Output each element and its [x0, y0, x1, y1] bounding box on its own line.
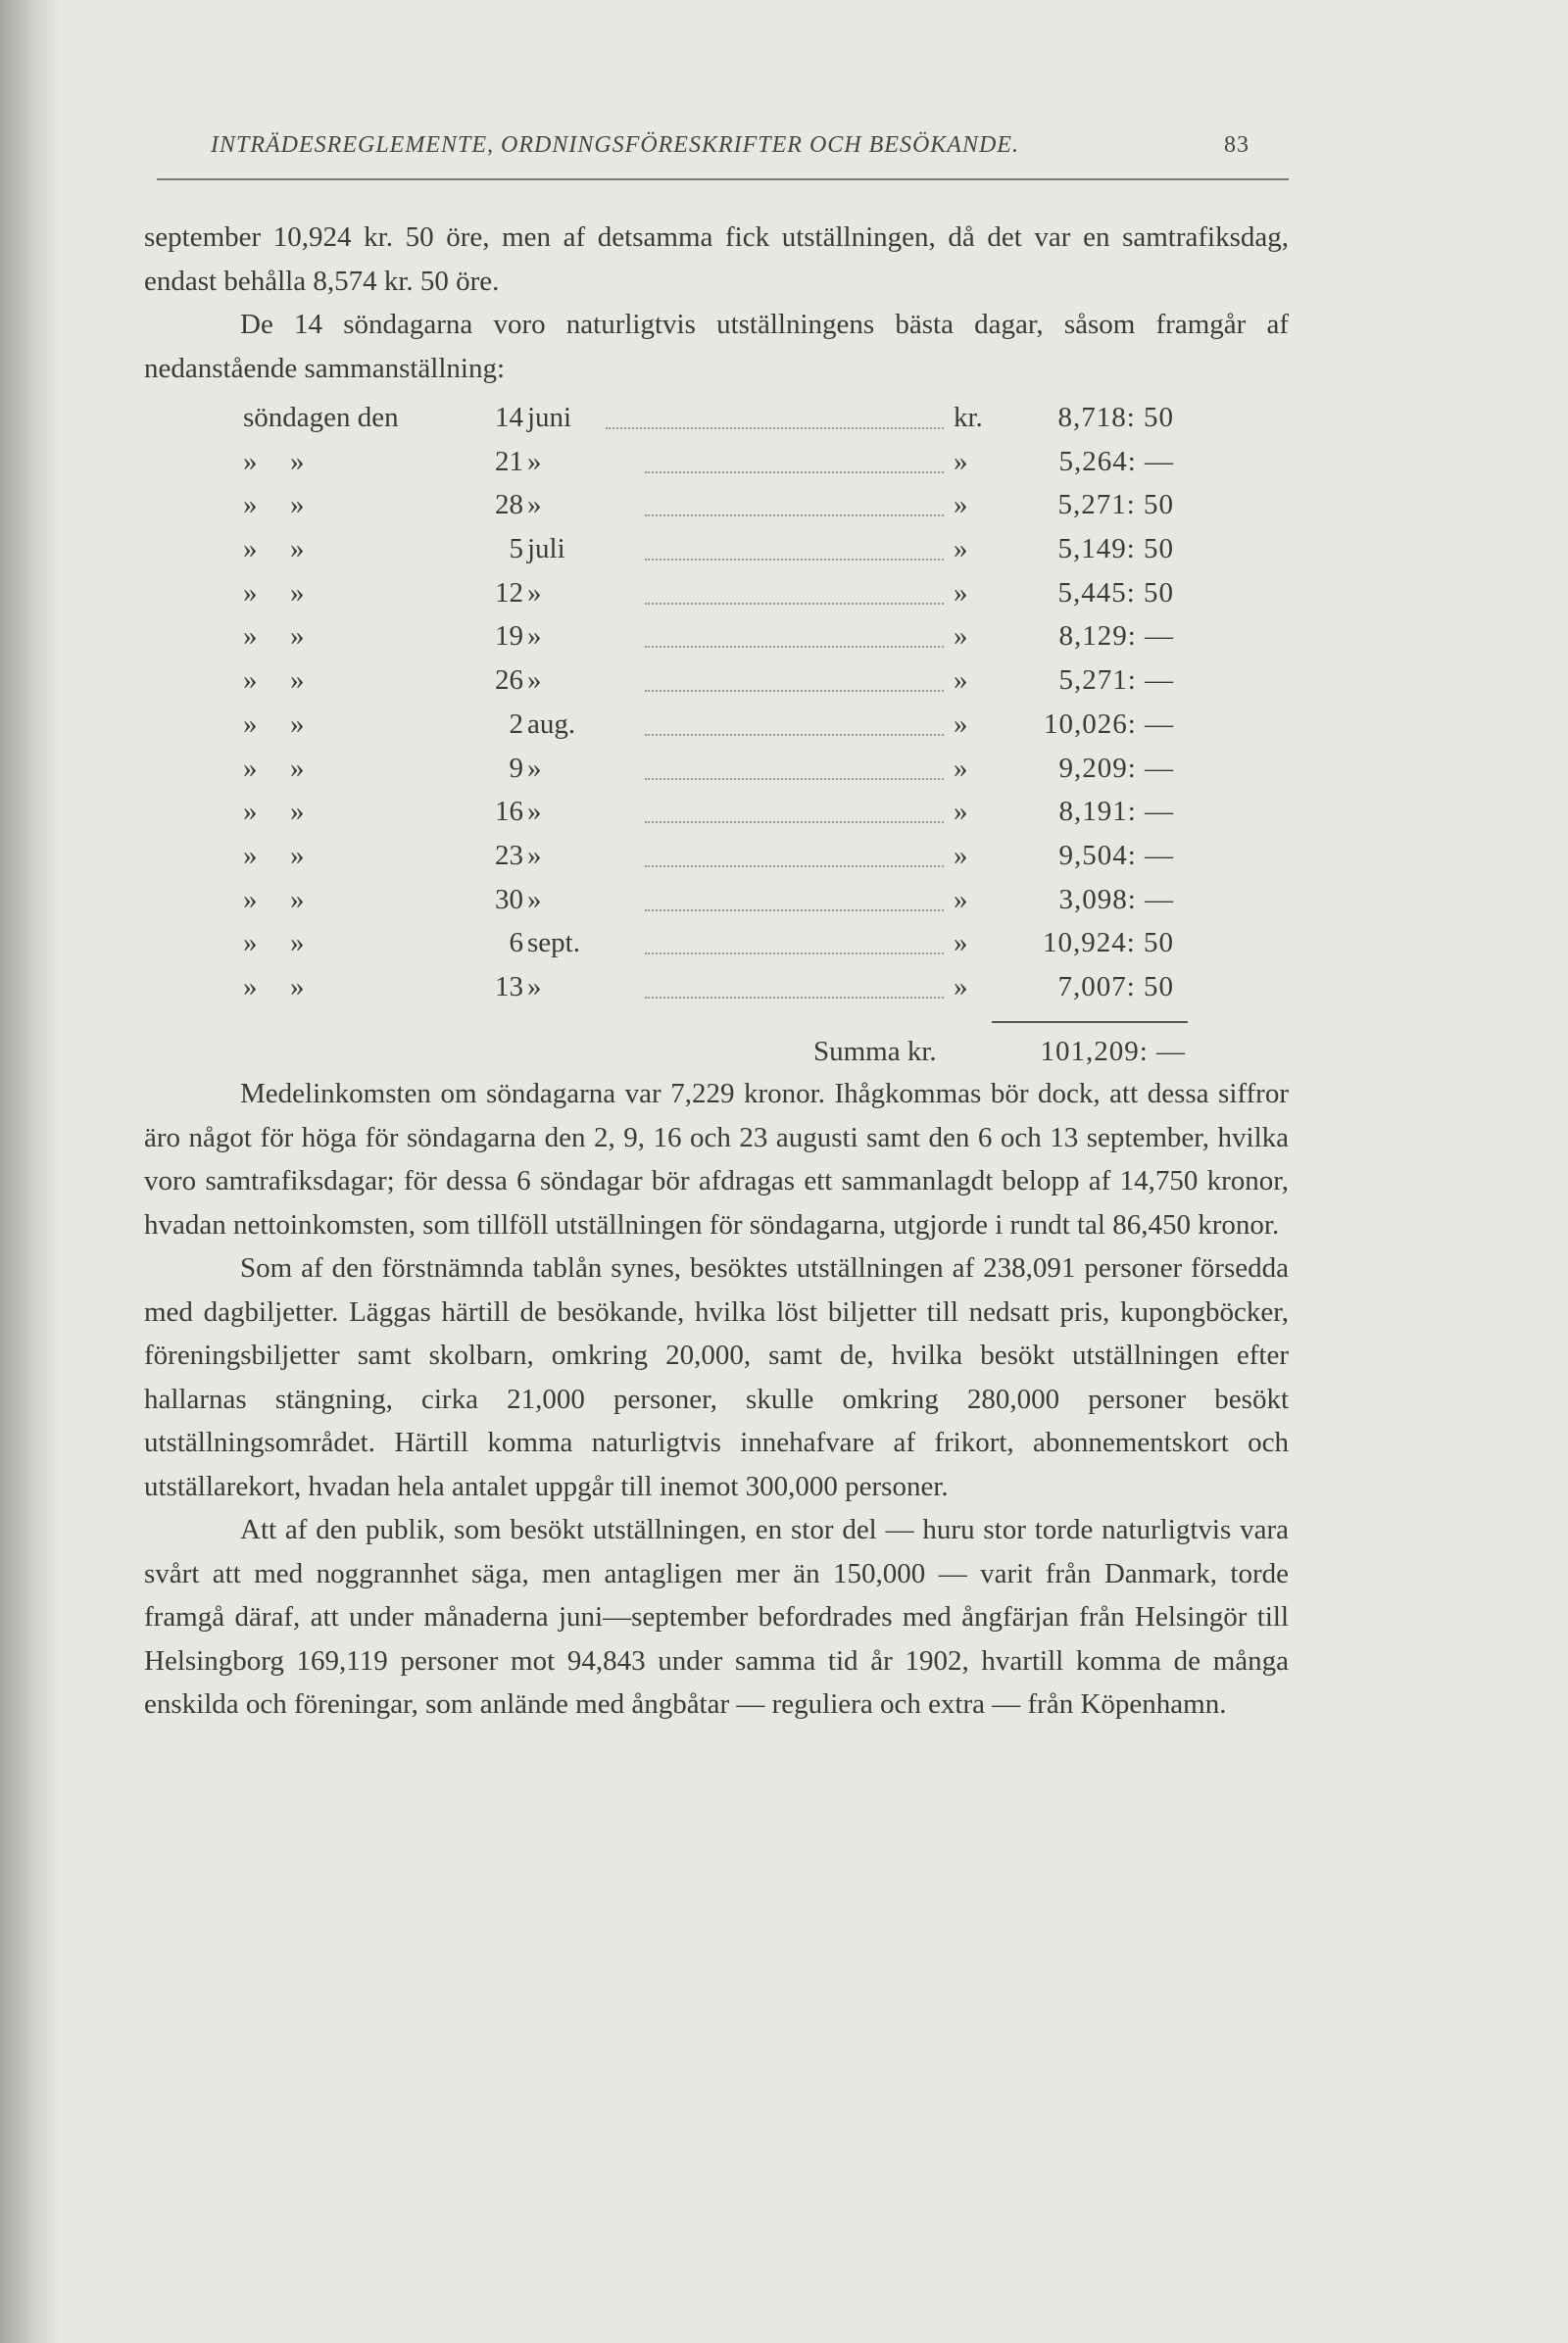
- row-label-1: söndagen den: [243, 402, 399, 433]
- dot-leader: [645, 690, 944, 692]
- dot-leader: [645, 514, 944, 516]
- row-day: 26: [495, 664, 523, 697]
- row-label-2: »: [290, 796, 305, 828]
- row-month: »: [527, 752, 542, 784]
- dot-leader: [645, 734, 944, 736]
- running-header: [211, 132, 1250, 159]
- running-title: INTRÄDESREGLEMENTE, ORDNINGSFÖRESKRIFTER OCH BESÖKANDE.: [211, 132, 1019, 158]
- row-month: »: [527, 620, 542, 653]
- row-value: 9,209: —: [1058, 752, 1174, 784]
- dot-leader: [645, 821, 944, 823]
- row-label-1: »: [243, 445, 258, 477]
- row-value: 5,149: 50: [1057, 533, 1174, 565]
- paragraph-average-income: Medelinkomsten om söndagarna var 7,229 kronor. Ihågkommas bör dock, att dessa siffror äro något för höga för söndagarna den 2, 9, 16 och 23 augusti samt den 6 och 13 september, hvilka voro samtrafiksdagar; för dessa 6 söndagar bör afdragas ett sammanlagdt belopp af 14,750 kronor, hvadan nettoinkomsten, som tillföll utställningen för söndagarna, utgjorde i rundt tal 86,450 kronor.: [144, 1078, 1289, 1241]
- row-label-1: »: [243, 620, 258, 653]
- row-month: »: [527, 489, 542, 521]
- row-day: 9: [509, 752, 523, 784]
- table-row: [243, 796, 1184, 840]
- table-row: [243, 402, 1184, 446]
- table-row: [243, 489, 1184, 533]
- row-value: 9,504: —: [1058, 839, 1174, 871]
- row-month: »: [527, 796, 542, 828]
- body-text: [144, 1072, 1289, 1727]
- row-currency: »: [954, 576, 968, 609]
- table-row: [243, 664, 1184, 708]
- row-label-2: »: [290, 533, 305, 565]
- intro-paragraph-1: september 10,924 kr. 50 öre, men af detsamma fick utställningen, då det var en samtrafiksdag, endast behålla 8,574 kr. 50 öre.: [144, 221, 1289, 297]
- row-value: 5,271: —: [1058, 664, 1174, 697]
- row-month: juli: [527, 533, 565, 565]
- dot-leader: [645, 997, 944, 999]
- row-day: 6: [509, 927, 523, 959]
- intro-text: [144, 216, 1289, 390]
- row-label-1: »: [243, 927, 258, 959]
- paragraph-danish-public: Att af den publik, som besökt utställningen, en stor del — huru stor torde naturligtvis vara svårt att med noggrannhet säga, men antagligen mer än 150,000 — varit från Danmark, torde framgå däraf, att under månaderna juni—september befordrades med ångfärjan från Helsingör till Helsingborg 169,119 personer mot 94,843 under samma tid år 1902, hvartill komma de många enskilda och föreningar, som anlände med ångbåtar — reguliera och extra — från Köpenhamn.: [144, 1514, 1289, 1720]
- dot-leader: [645, 603, 944, 605]
- header-rule: [157, 178, 1289, 180]
- row-label-2: »: [290, 927, 305, 959]
- dot-leader: [645, 646, 944, 648]
- row-currency: »: [954, 489, 968, 521]
- row-label-1: »: [243, 839, 258, 871]
- sum-label: Summa kr.: [813, 1036, 937, 1067]
- sum-rule: [992, 1021, 1188, 1023]
- row-currency: »: [954, 839, 968, 871]
- row-label-2: »: [290, 489, 305, 521]
- row-label-2: »: [290, 839, 305, 871]
- row-label-2: »: [290, 970, 305, 1002]
- dot-leader: [645, 778, 944, 780]
- table-row: [243, 840, 1184, 884]
- row-day: 30: [495, 883, 523, 915]
- row-value: 8,191: —: [1058, 796, 1174, 828]
- sunday-income-table: [243, 402, 1184, 1015]
- row-label-1: »: [243, 708, 258, 740]
- row-currency: »: [954, 927, 968, 959]
- row-month: »: [527, 445, 542, 477]
- table-row: [243, 533, 1184, 577]
- page-number: 83: [1224, 132, 1250, 158]
- row-month: sept.: [527, 927, 580, 959]
- row-currency: »: [954, 445, 968, 477]
- row-label-1: »: [243, 664, 258, 697]
- row-currency: »: [954, 883, 968, 915]
- row-month: aug.: [527, 708, 576, 740]
- row-label-2: »: [290, 708, 305, 740]
- dot-leader: [645, 909, 944, 911]
- table-row: [243, 577, 1184, 621]
- row-label-2: »: [290, 752, 305, 784]
- sum-value: 101,209: —: [1040, 1036, 1186, 1067]
- row-currency: »: [954, 970, 968, 1002]
- row-month: »: [527, 970, 542, 1002]
- row-value: 5,264: —: [1058, 445, 1174, 477]
- row-label-1: »: [243, 576, 258, 609]
- row-value: 8,129: —: [1058, 620, 1174, 653]
- row-label-2: »: [290, 883, 305, 915]
- row-value: 5,445: 50: [1057, 576, 1174, 609]
- intro-paragraph-2: De 14 söndagarna voro naturligtvis utställningens bästa dagar, såsom framgår af nedanstående sammanställning:: [144, 309, 1289, 384]
- row-value: 3,098: —: [1058, 883, 1174, 915]
- row-day: 23: [495, 839, 523, 871]
- row-day: 2: [509, 708, 523, 740]
- row-day: 19: [495, 620, 523, 653]
- row-day: 16: [495, 796, 523, 828]
- row-day: 28: [495, 489, 523, 521]
- row-label-2: »: [290, 445, 305, 477]
- row-day: 13: [495, 970, 523, 1002]
- row-label-1: »: [243, 796, 258, 828]
- row-value: 5,271: 50: [1057, 489, 1174, 521]
- table-row: [243, 884, 1184, 928]
- row-currency: »: [954, 664, 968, 697]
- row-label-1: »: [243, 533, 258, 565]
- row-currency: »: [954, 533, 968, 565]
- dot-leader: [645, 865, 944, 867]
- row-day: 14: [495, 402, 523, 433]
- dot-leader: [645, 471, 944, 473]
- dot-leader: [645, 952, 944, 954]
- table-row: [243, 971, 1184, 1015]
- row-label-1: »: [243, 970, 258, 1002]
- row-currency: »: [954, 752, 968, 784]
- row-value: 10,026: —: [1043, 708, 1174, 740]
- row-day: 21: [495, 445, 523, 477]
- row-value: 10,924: 50: [1042, 927, 1174, 959]
- row-value: 7,007: 50: [1057, 970, 1174, 1002]
- row-currency: »: [954, 708, 968, 740]
- row-label-1: »: [243, 752, 258, 784]
- row-label-2: »: [290, 620, 305, 653]
- table-row: [243, 446, 1184, 490]
- row-month: »: [527, 883, 542, 915]
- row-label-1: »: [243, 489, 258, 521]
- row-day: 5: [509, 533, 523, 565]
- row-label-2: »: [290, 664, 305, 697]
- row-label-1: »: [243, 883, 258, 915]
- table-row: [243, 753, 1184, 797]
- dot-leader: [645, 559, 944, 561]
- row-currency: »: [954, 796, 968, 828]
- paragraph-visitors: Som af den förstnämnda tablån synes, besöktes utställningen af 238,091 personer försedda med dagbiljetter. Läggas härtill de besökande, hvilka löst biljetter till nedsatt pris, kupongböcker, föreningsbiljetter samt skolbarn, omkring 20,000, samt de, hvilka besökt utställningen efter hallarnas stängning, cirka 21,000 personer, skulle omkring 280,000 personer besökt utställningsområdet. Härtill komma naturligtvis innehafvare af frikort, abonnementskort och utställarekort, hvadan hela antalet uppgår till inemot 300,000 personer.: [144, 1252, 1289, 1502]
- table-row: [243, 620, 1184, 664]
- row-month: »: [527, 839, 542, 871]
- row-day: 12: [495, 576, 523, 609]
- dot-leader: [606, 427, 944, 429]
- row-month: juni: [527, 402, 572, 433]
- row-month: »: [527, 576, 542, 609]
- row-month: »: [527, 664, 542, 697]
- row-currency: »: [954, 620, 968, 653]
- row-label-2: »: [290, 576, 305, 609]
- row-currency: kr.: [954, 402, 983, 433]
- table-row: [243, 708, 1184, 753]
- table-row: [243, 927, 1184, 971]
- row-value: 8,718: 50: [1057, 402, 1174, 433]
